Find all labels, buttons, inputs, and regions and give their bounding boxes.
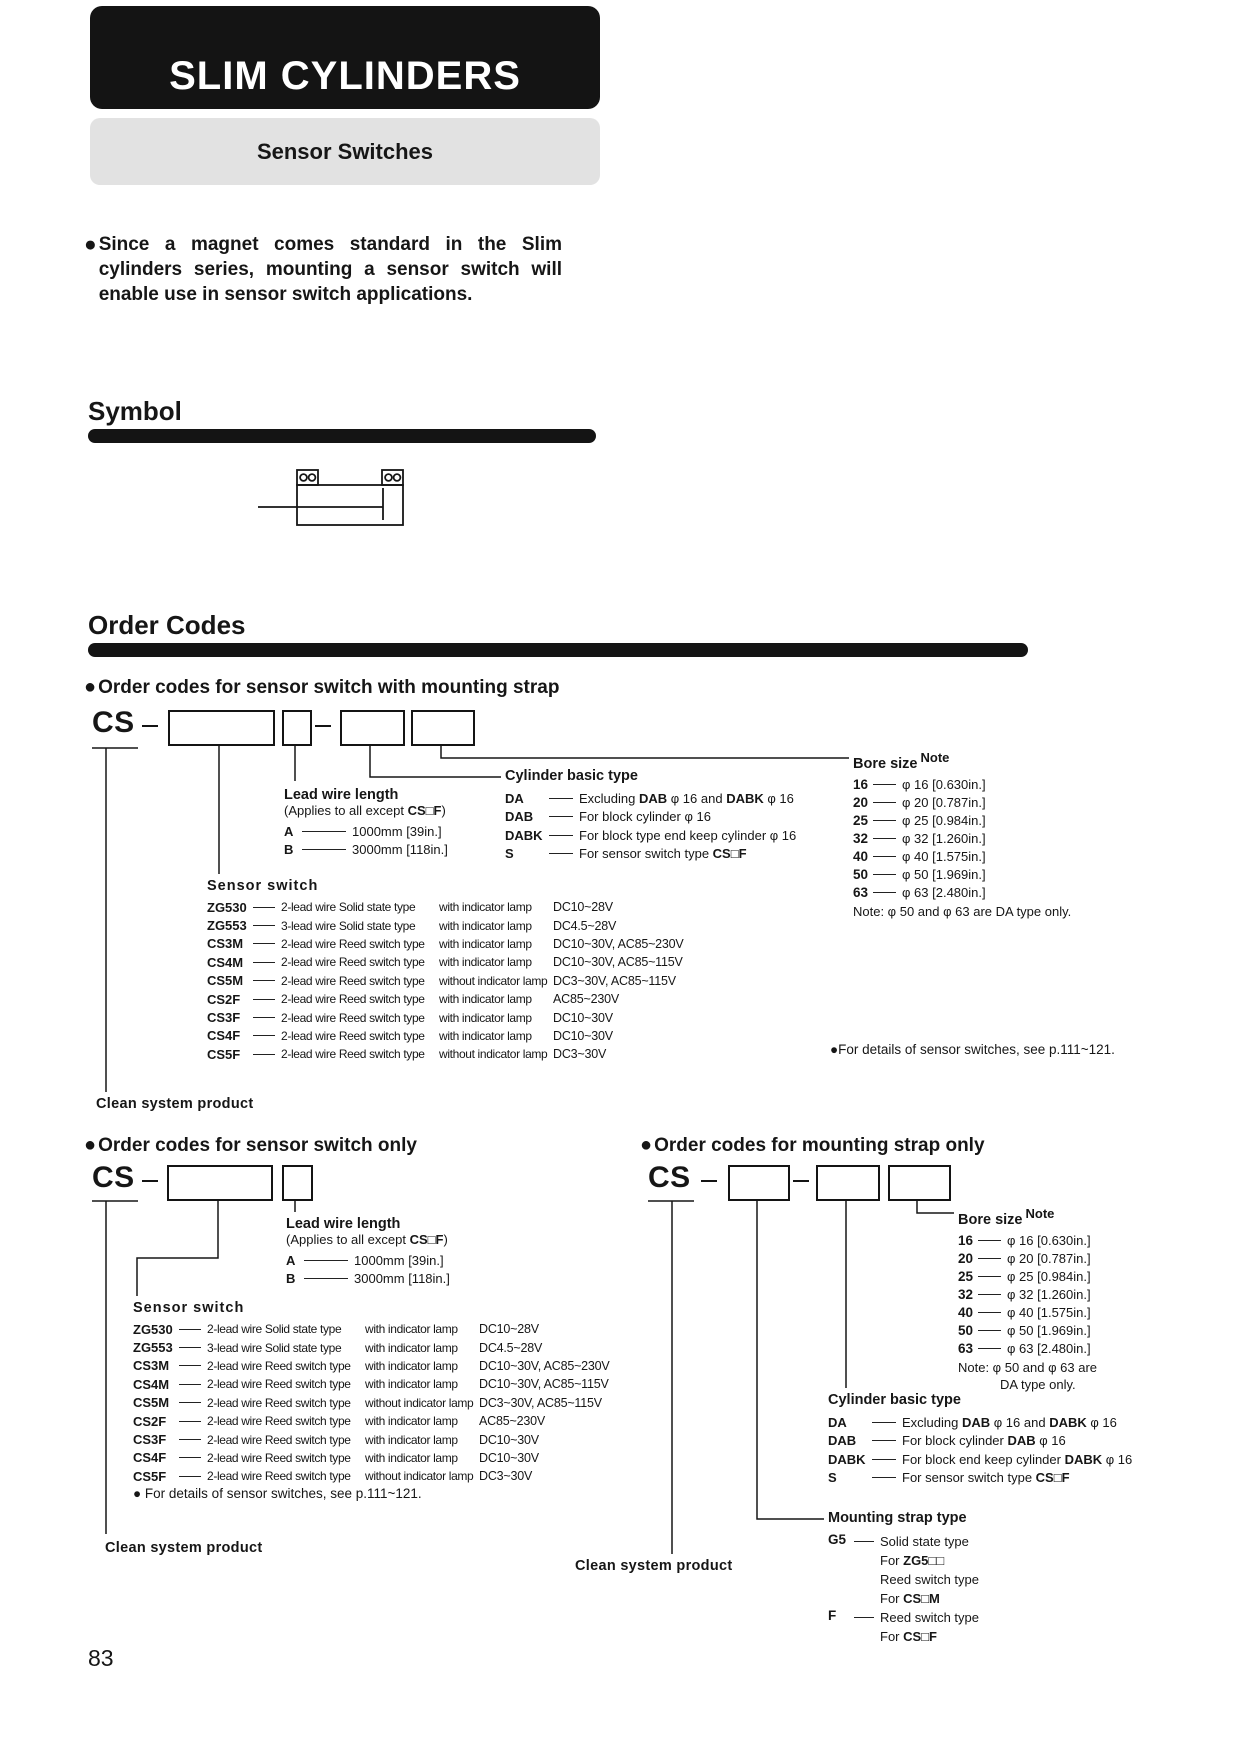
cylinder-type-row: DA Excluding DAB φ 16 and DABK φ 16	[828, 1414, 1117, 1430]
leader-dash	[854, 1617, 874, 1618]
sensor-switch-row: CS5M 2-lead wire Reed switch type without indicator lamp DC3~30V, AC85~115V	[207, 973, 676, 989]
sensor-switch-row: ZG530 2-lead wire Solid state type with indicator lamp DC10~28V	[207, 899, 613, 915]
leader-dash	[872, 1459, 896, 1460]
s2-clean-system-label: Clean system product	[105, 1540, 263, 1556]
subtitle-banner	[90, 118, 600, 185]
section2-heading: ● Order codes for sensor switch only	[84, 1134, 417, 1156]
s2-lead-wire-block: Lead wire length (Applies to all except CS□F) A 1000mm [39in.] B 3000mm [118in.]	[286, 1216, 450, 1286]
sensor-switch-row: CS3F 2-lead wire Reed switch type with indicator lamp DC10~30V	[133, 1432, 539, 1448]
s1-lead-wire-block: Lead wire length (Applies to all except CS□F) A 1000mm [39in.] B 3000mm [118in.]	[284, 787, 448, 857]
leader-dash	[179, 1476, 201, 1477]
lead-wire-row: B 3000mm [118in.]	[286, 1270, 450, 1286]
bore-note-line2: DA type only.	[1000, 1376, 1076, 1392]
leader-dash	[253, 1054, 275, 1055]
sensor-switch-row: CS4M 2-lead wire Reed switch type with indicator lamp DC10~30V, AC85~115V	[133, 1376, 609, 1392]
leader-dash	[978, 1312, 1001, 1313]
leader-dash	[179, 1402, 201, 1403]
cylinder-type-row: S For sensor switch type CS□F	[505, 846, 747, 862]
s1-model-prefix: CS	[92, 706, 135, 739]
leader-dash	[873, 874, 896, 875]
lead-wire-note: (Applies to all except CS□F)	[286, 1232, 448, 1247]
leader-dash	[179, 1347, 201, 1348]
lead-wire-row: A 1000mm [39in.]	[284, 823, 442, 839]
order-codes-heading: Order Codes	[88, 610, 246, 640]
lead-wire-row: A 1000mm [39in.]	[286, 1252, 444, 1268]
symbol-heading: Symbol	[88, 396, 182, 426]
strap-line: For CS□F	[880, 1629, 937, 1644]
page-number: 83	[88, 1645, 114, 1671]
strap-row-f: F Reed switch type For CS□F	[828, 1608, 979, 1644]
leader-dash	[253, 925, 275, 926]
intro-text: Since a magnet comes standard in the Slim cylinders series, mounting a sensor switch will enable use in sensor switch applications.	[98, 234, 562, 305]
leader-dash	[872, 1440, 896, 1441]
leader-dash	[253, 1035, 275, 1036]
leader-dash	[253, 999, 275, 1000]
page-subtitle: Sensor Switches	[256, 138, 434, 164]
leader-dash	[549, 853, 573, 854]
cylinder-type-row: DAB For block cylinder DAB φ 16	[828, 1433, 1066, 1449]
sensor-switch-row: CS3M 2-lead wire Reed switch type with indicator lamp DC10~30V, AC85~230V	[133, 1358, 610, 1374]
s1-bore-size-block: Bore size $^{Note}$ 16 φ 16 [0.630in.] 20 φ 20 [0.787in.] 25 φ 25 [0.984in.] 32 φ 32 [1.260in.] 40 φ 40 [1.575in.] 50 φ 50 [1.969in.] 63 φ 63 [2.480in.] Note: φ 50 and φ 63 are DA type only.	[853, 750, 1072, 919]
sensor-switch-row: CS2F 2-lead wire Reed switch type with indicator lamp AC85~230V	[207, 991, 619, 1007]
note-superscript: Note	[920, 750, 950, 765]
s3-strap-type-box	[728, 1165, 790, 1201]
dash-separator	[701, 1180, 717, 1182]
leader-dash	[253, 1017, 275, 1018]
s1-bore-size-box	[411, 710, 475, 746]
lead-wire-rows	[284, 822, 448, 858]
title-banner	[90, 6, 600, 109]
sensor-switch-row: CS4M 2-lead wire Reed switch type with indicator lamp DC10~30V, AC85~115V	[207, 954, 683, 970]
strap-line: For ZG5□□	[880, 1553, 945, 1568]
lead-wire-rows	[286, 1251, 450, 1287]
sensor-switch-row: CS5F 2-lead wire Reed switch type without indicator lamp DC3~30V	[133, 1468, 533, 1484]
bore-size-row: 32 φ 32 [1.260in.]	[853, 831, 986, 847]
s1-sensor-switch-box	[168, 710, 275, 746]
cylinder-type-row: DABK For block end keep cylinder DABK φ 16	[828, 1451, 1133, 1467]
strap-line: Solid state type	[880, 1534, 969, 1549]
strap-line: Reed switch type	[880, 1572, 979, 1587]
leader-dash	[549, 798, 573, 799]
bore-size-row: 50 φ 50 [1.969in.]	[958, 1323, 1091, 1339]
leader-dash	[873, 802, 896, 803]
s1-details-note: ●For details of sensor switches, see p.111~121.	[830, 1042, 1115, 1057]
sensor-switch-row: CS3F 2-lead wire Reed switch type with indicator lamp DC10~30V	[207, 1010, 613, 1026]
s2-sensor-switch-block: Sensor switch ZG530 2-lead wire Solid state type with indicator lamp DC10~28V ZG553 3-lead wire Solid state type with indicator lamp DC4.5~28V CS3M 2-lead wire Reed switch type with indicator lamp DC10~30V, AC85~230V CS4M 2-lead wire Reed switch type with indicator lamp DC10~30V, AC85~115V CS5M 2-lead wire Reed switch type without indicator lamp DC3~30V, AC85~115V CS2F 2-lead wire Reed switch type with indicator lamp AC85~230V CS3F 2-lead wire Reed switch type with indicator lamp DC10~30V CS4F 2-lead wire Reed switch type with indicator lamp DC10~30V CS5F 2-lead wire Reed switch type without indicator lamp DC3~30V	[133, 1300, 610, 1484]
bullet-icon: ●	[84, 1134, 97, 1156]
s1-sensor-switch-block: Sensor switch ZG530 2-lead wire Solid state type with indicator lamp DC10~28V ZG553 3-lead wire Solid state type with indicator lamp DC4.5~28V CS3M 2-lead wire Reed switch type with indicator lamp DC10~30V, AC85~230V CS4M 2-lead wire Reed switch type with indicator lamp DC10~30V, AC85~115V CS5M 2-lead wire Reed switch type without indicator lamp DC3~30V, AC85~115V CS2F 2-lead wire Reed switch type with indicator lamp AC85~230V CS3F 2-lead wire Reed switch type with indicator lamp DC10~30V CS4F 2-lead wire Reed switch type with indicator lamp DC10~30V CS5F 2-lead wire Reed switch type without indicator lamp DC3~30V	[207, 878, 684, 1062]
leader-dash	[549, 816, 573, 817]
sensor-switch-rows	[133, 1320, 610, 1486]
dash-separator	[793, 1180, 809, 1182]
leader-dash	[873, 892, 896, 893]
intro-paragraph	[84, 232, 562, 307]
sensor-switch-row: ZG530 2-lead wire Solid state type with indicator lamp DC10~28V	[133, 1321, 539, 1337]
bore-size-row: 25 φ 25 [0.984in.]	[853, 813, 986, 829]
bore-note: Note: φ 50 and φ 63 are DA type only.	[853, 903, 1072, 919]
s3-model-prefix: CS	[648, 1161, 691, 1194]
leader-dash	[978, 1240, 1001, 1241]
s1-clean-system-label: Clean system product	[96, 1096, 254, 1112]
leader-dash	[873, 784, 896, 785]
s1-lead-wire-box	[282, 710, 312, 746]
leader-dash	[854, 1541, 874, 1542]
symbol-rule	[88, 429, 596, 443]
leader-dash	[873, 838, 896, 839]
s3-clean-system-label: Clean system product	[575, 1558, 733, 1574]
strap-line: For CS□M	[880, 1591, 940, 1606]
bore-size-rows	[853, 776, 1071, 902]
s3-strap-type-block: Mounting strap type G5 Solid state type For ZG5□□ Reed switch type For CS□M F Reed switch type For CS□F	[828, 1510, 979, 1644]
leader-dash	[179, 1365, 201, 1366]
lead-wire-row: B 3000mm [118in.]	[284, 841, 448, 857]
leader-dash	[978, 1258, 1001, 1259]
bore-size-row: 63 φ 63 [2.480in.]	[853, 885, 986, 901]
note-superscript: Note	[1025, 1206, 1055, 1221]
leader-dash	[549, 835, 573, 836]
bore-size-row: 16 φ 16 [0.630in.]	[853, 777, 986, 793]
bore-size-row: 50 φ 50 [1.969in.]	[853, 867, 986, 883]
leader-dash	[978, 1294, 1001, 1295]
bore-size-rows	[958, 1232, 1097, 1358]
leader-dash	[978, 1348, 1001, 1349]
leader-dash	[179, 1384, 201, 1385]
dash-separator	[142, 1180, 158, 1182]
bore-note-line1: Note: φ 50 and φ 63 are	[958, 1359, 1098, 1375]
sensor-switch-row: CS3M 2-lead wire Reed switch type with indicator lamp DC10~30V, AC85~230V	[207, 936, 684, 952]
cylinder-type-row: DA Excluding DAB φ 16 and DABK φ 16	[505, 790, 794, 806]
bore-size-row: 20 φ 20 [0.787in.]	[958, 1251, 1091, 1267]
leader-dash	[873, 856, 896, 857]
s1-cylinder-type-box	[340, 710, 405, 746]
sensor-switch-row: ZG553 3-lead wire Solid state type with indicator lamp DC4.5~28V	[133, 1340, 543, 1356]
bore-size-row: 16 φ 16 [0.630in.]	[958, 1233, 1091, 1249]
leader-dash	[304, 1260, 348, 1261]
cylinder-type-row: DAB For block cylinder φ 16	[505, 809, 711, 825]
s3-bore-size-block: Bore size $^{Note}$ 16 φ 16 [0.630in.] 20 φ 20 [0.787in.] 25 φ 25 [0.984in.] 32 φ 32 [1.260in.] 40 φ 40 [1.575in.] 50 φ 50 [1.969in.] 63 φ 63 [2.480in.] Note: φ 50 and φ 63 are DA type only.	[958, 1206, 1098, 1392]
cylinder-type-row: DABK For block type end keep cylinder φ 16	[505, 827, 797, 843]
leader-dash	[179, 1457, 201, 1458]
s3-cylinder-type-box	[816, 1165, 880, 1201]
lead-wire-note: (Applies to all except CS□F)	[284, 803, 446, 818]
sensor-switch-row: CS4F 2-lead wire Reed switch type with indicator lamp DC10~30V	[207, 1028, 613, 1044]
cylinder-symbol	[250, 462, 420, 532]
section1-heading: ● Order codes for sensor switch with mounting strap	[84, 676, 560, 698]
strap-line: Reed switch type	[880, 1610, 979, 1625]
order-codes-rule	[88, 643, 1028, 657]
s1-cylinder-type-block: Cylinder basic type DA Excluding DAB φ 16 and DABK φ 16 DAB For block cylinder φ 16 DABK For block type end keep cylinder φ 16 S For sensor switch type CS□F	[505, 768, 797, 862]
leader-dash	[179, 1329, 201, 1330]
s3-cylinder-type-block: Cylinder basic type DA Excluding DAB φ 16 and DABK φ 16 DAB For block cylinder DAB φ 16 DABK For block end keep cylinder DABK φ 16 S For sensor switch type CS□F	[828, 1392, 1133, 1486]
section3-heading: ● Order codes for mounting strap only	[640, 1134, 985, 1156]
sensor-switch-row: CS5M 2-lead wire Reed switch type without indicator lamp DC3~30V, AC85~115V	[133, 1395, 602, 1411]
bore-size-row: 40 φ 40 [1.575in.]	[853, 849, 986, 865]
page-title: SLIM CYLINDERS	[169, 54, 521, 98]
leader-dash	[978, 1276, 1001, 1277]
bore-size-row: 32 φ 32 [1.260in.]	[958, 1287, 1091, 1303]
leader-dash	[978, 1330, 1001, 1331]
bore-size-row: 20 φ 20 [0.787in.]	[853, 795, 986, 811]
bullet-icon: ●	[640, 1134, 653, 1156]
leader-dash	[302, 849, 346, 850]
cylinder-type-rows	[505, 789, 796, 863]
leader-dash	[872, 1422, 896, 1423]
bullet-icon: ●	[84, 676, 97, 698]
sensor-switch-row: CS2F 2-lead wire Reed switch type with indicator lamp AC85~230V	[133, 1413, 545, 1429]
leader-dash	[179, 1421, 201, 1422]
leader-dash	[253, 907, 275, 908]
sensor-switch-row: CS5F 2-lead wire Reed switch type without indicator lamp DC3~30V	[207, 1046, 607, 1062]
bullet-icon: ●	[84, 233, 97, 256]
leader-dash	[872, 1477, 896, 1478]
leader-dash	[302, 831, 346, 832]
leader-dash	[304, 1278, 348, 1279]
strap-row-g5: G5 Solid state type For ZG5□□ Reed switch type For CS□M	[828, 1532, 979, 1606]
leader-dash	[253, 980, 275, 981]
leader-dash	[253, 962, 275, 963]
leader-dash	[253, 943, 275, 944]
leader-dash	[179, 1439, 201, 1440]
dash-separator	[142, 725, 158, 727]
bore-size-row: 25 φ 25 [0.984in.]	[958, 1269, 1091, 1285]
dash-separator	[315, 725, 331, 727]
sensor-switch-rows	[207, 898, 684, 1064]
s2-sensor-switch-box	[167, 1165, 273, 1201]
s3-bore-size-box	[888, 1165, 951, 1201]
cylinder-type-rows	[828, 1413, 1132, 1487]
cylinder-type-row: S For sensor switch type CS□F	[828, 1470, 1070, 1486]
sensor-switch-row: ZG553 3-lead wire Solid state type with indicator lamp DC4.5~28V	[207, 918, 617, 934]
s2-model-prefix: CS	[92, 1161, 135, 1194]
sensor-switch-row: CS4F 2-lead wire Reed switch type with indicator lamp DC10~30V	[133, 1450, 539, 1466]
s2-lead-wire-box	[282, 1165, 313, 1201]
bore-size-row: 63 φ 63 [2.480in.]	[958, 1341, 1091, 1357]
leader-dash	[873, 820, 896, 821]
bore-size-row: 40 φ 40 [1.575in.]	[958, 1305, 1091, 1321]
s2-details-note: ● For details of sensor switches, see p.111~121.	[133, 1486, 422, 1501]
